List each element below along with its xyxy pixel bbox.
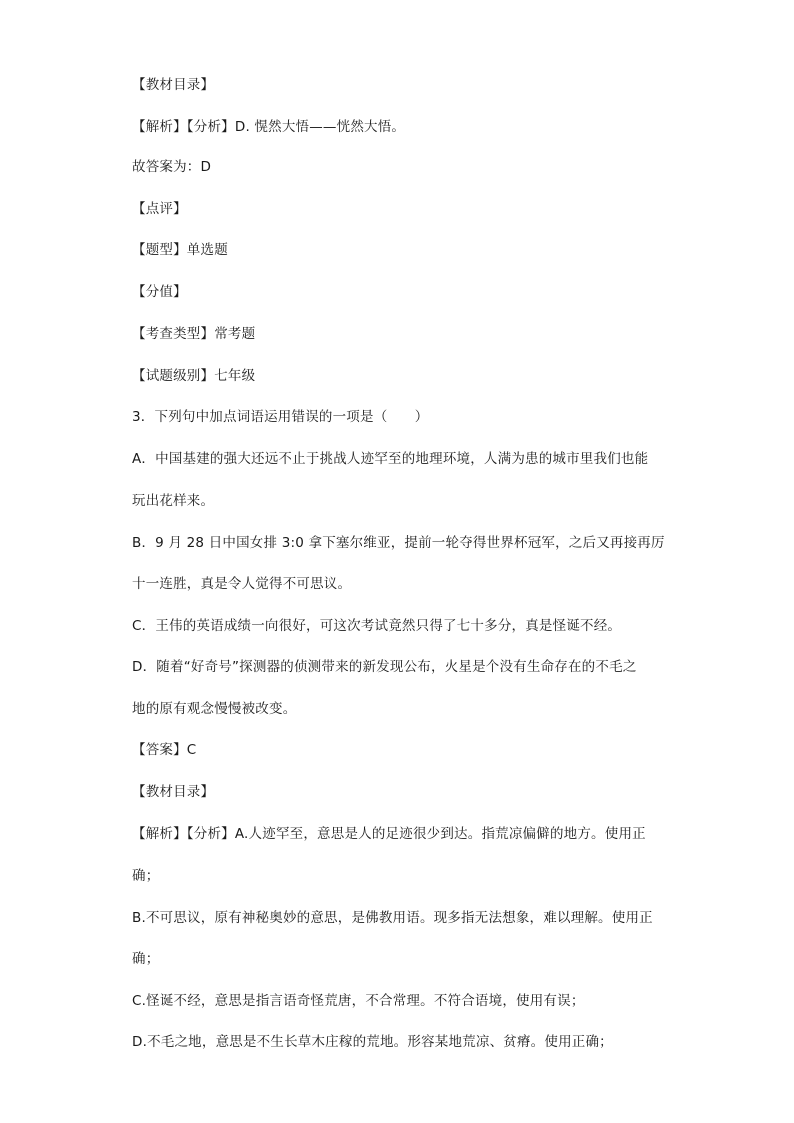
text-line: 【解析】【分析】D. 愰然大悟——恍然大悟。	[132, 119, 406, 135]
text-line: 故答案为：D	[132, 159, 212, 175]
analysis-b: B.不可思议，原有神秘奥妙的意思，是佛教用语。现多指无法想象，难以理解。使用正	[132, 910, 653, 926]
text-line: 【教材目录】	[132, 77, 215, 93]
text-line: 【题型】单选题	[132, 242, 228, 258]
option-c: C．王伟的英语成绩一向很好，可这次考试竟然只得了七十多分，真是怪诞不经。	[132, 618, 622, 634]
option-b-cont: 十一连胜，真是令人觉得不可思议。	[132, 576, 352, 592]
text-line: 【考查类型】常考题	[132, 326, 256, 342]
option-d-cont: 地的原有观念慢慢被改变。	[132, 701, 297, 717]
question-stem: 3．下列句中加点词语运用错误的一项是（ ）	[132, 409, 429, 425]
analysis-a-cont: 确；	[132, 868, 160, 884]
analysis-c: C.怪诞不经，意思是指言语奇怪荒唐，不合常理。不符合语境，使用有误；	[132, 993, 585, 1009]
text-line: 【教材目录】	[132, 784, 215, 800]
analysis-a: 【解析】【分析】A.人迹罕至，意思是人的足迹很少到达。指荒凉偏僻的地方。使用正	[132, 826, 646, 842]
answer-line: 【答案】C	[132, 742, 197, 758]
analysis-b-cont: 确；	[132, 951, 160, 967]
option-a-cont: 玩出花样来。	[132, 493, 215, 509]
text-line: 【试题级别】七年级	[132, 368, 256, 384]
analysis-d: D.不毛之地，意思是不生长草木庄稼的荒地。形容某地荒凉、贫瘠。使用正确；	[132, 1034, 613, 1050]
option-b: B．9 月 28 日中国女排 3:0 拿下塞尔维亚，提前一轮夺得世界杯冠军，之后又再接再厉	[132, 535, 665, 551]
text-line: 【分值】	[132, 284, 187, 300]
option-d: D．随着“好奇号”探测器的侦测带来的新发现公布，火星是个没有生命存在的不毛之	[132, 659, 637, 675]
text-line: 【点评】	[132, 201, 187, 217]
option-a: A．中国基建的强大还远不止于挑战人迹罕至的地理环境，人满为患的城市里我们也能	[132, 451, 649, 467]
